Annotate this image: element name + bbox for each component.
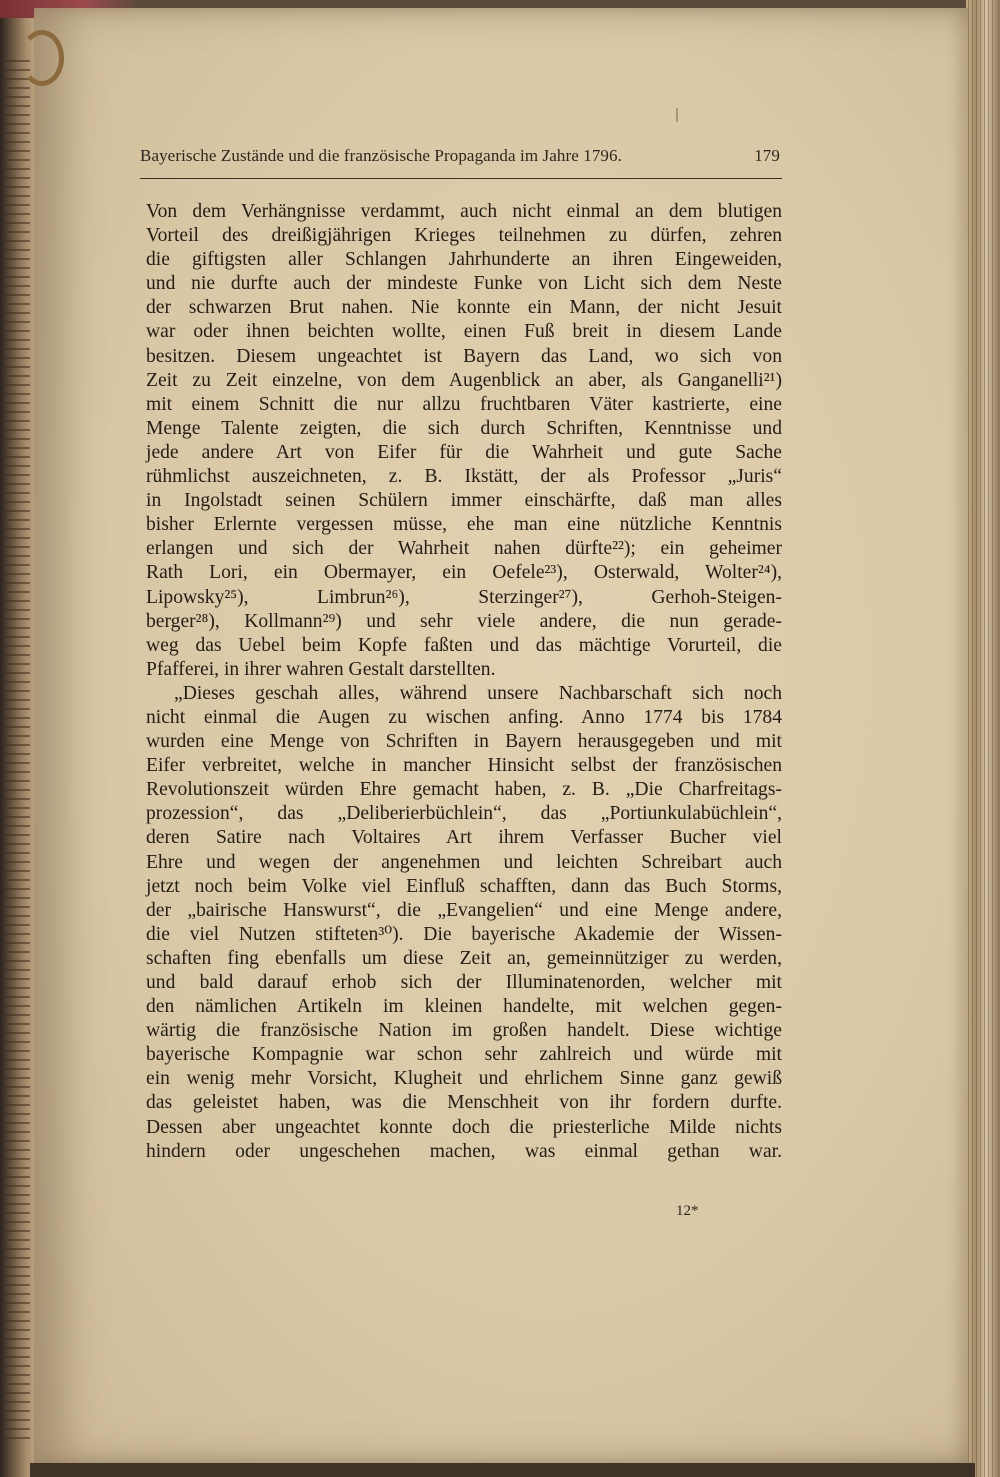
text-line: jetzt noch beim Volke viel Einfluß schafften, dann das Buch Storms, [146, 875, 782, 897]
text-line: schaften fing ebenfalls um diese Zeit an, gemeinnütziger zu werden, [146, 947, 782, 969]
running-header [140, 146, 780, 166]
text-line: in Ingolstadt seinen Schülern immer einschärfte, daß man alles [146, 490, 782, 512]
text-line: bayerische Kompagnie war schon sehr zahlreich und würde mit [146, 1044, 782, 1066]
paragraph-start-line: „Dieses geschah alles, während unsere Nachbarschaft sich noch [174, 682, 782, 704]
page-number: 179 [754, 146, 780, 165]
running-title: Bayerische Zustände und die französische Propaganda im Jahre 1796. [140, 146, 622, 165]
text-line: wärtig die französische Nation im großen handelt. Diese wichtige [146, 1020, 782, 1042]
text-line: Eifer verbreitet, welche in mancher Hinsicht selbst der französischen [146, 755, 782, 777]
text-line: der „bairische Hanswurst“, die „Evangelien“ und eine Menge andere, [146, 899, 782, 921]
text-line: Von dem Verhängnisse verdammt, auch nicht einmal an dem blutigen [146, 201, 782, 222]
text-line: Rath Lori, ein Obermayer, ein Oefele²³), Osterwald, Wolter²⁴), [146, 562, 782, 584]
text-line: Ehre und wegen der angenehmen und leichten Schreibart auch [146, 851, 782, 873]
header-rule [140, 178, 782, 179]
text-line: war oder ihnen beichten wollte, einen Fuß breit in diesem Lande [146, 321, 782, 343]
text-line: besitzen. Diesem ungeachtet ist Bayern das Land, wo sich von [146, 345, 782, 367]
text-line: nicht einmal die Augen zu wischen anfing. Anno 1774 bis 1784 [146, 706, 782, 728]
paragraph-end-line: Pfafferei, in ihrer wahren Gestalt darstellten. [146, 658, 496, 680]
page-stack-lines [968, 0, 996, 1477]
scan-bottom-border [30, 1463, 975, 1477]
text-line: den nämlichen Artikeln im kleinen handelte, mit welchen gegen- [146, 996, 782, 1018]
text-line: das geleistet haben, was die Menschheit von ihr fordern durfte. [146, 1092, 782, 1114]
text-line: die viel Nutzen stifteten³⁰). Die bayerische Akademie der Wissen- [146, 923, 782, 945]
text-line: Lipowsky²⁵), Limbrun²⁶), Sterzinger²⁷), Gerhoh-Steigen- [146, 586, 782, 608]
text-line: wurden eine Menge von Schriften in Bayern herausgegeben und mit [146, 731, 782, 753]
text-line: ein wenig mehr Vorsicht, Klugheit und ehrlichem Sinne ganz gewiß [146, 1068, 782, 1090]
text-line: die giftigsten aller Schlangen Jahrhunderte an ihren Eingeweiden, [146, 249, 782, 271]
adjacent-page-edges [4, 60, 30, 1440]
text-line: Menge Talente zeigten, die sich durch Schriften, Kenntnisse und [146, 417, 782, 439]
signature-mark: 12* [676, 1203, 699, 1219]
text-line: prozession“, das „Deliberierbüchlein“, das „Portiunkulabüchlein“, [146, 803, 782, 825]
text-line: Vorteil des dreißigjährigen Krieges teilnehmen zu dürfen, zehren [146, 225, 782, 247]
binding-ring [20, 30, 64, 86]
text-line: weg das Uebel beim Kopfe faßten und das mächtige Vorurteil, die [146, 634, 782, 656]
text-line: der schwarzen Brut nahen. Nie konnte ein Mann, der nicht Jesuit [146, 297, 782, 319]
text-line: mit einem Schnitt die nur allzu fruchtbaren Väter kastrierte, eine [146, 393, 782, 415]
text-line: jede andere Art von Eifer für die Wahrheit und gute Sache [146, 441, 782, 463]
text-line: Revolutionszeit würden Ehre gemacht haben, z. B. „Die Charfreitags- [146, 779, 782, 801]
body-text [146, 200, 782, 1164]
text-line: hindern oder ungeschehen machen, was einmal gethan war. [146, 1140, 782, 1162]
text-line: bisher Erlernte vergessen müsse, ehe man eine nützliche Kenntnis [146, 514, 782, 536]
text-line: und bald darauf erhob sich der Illuminatenorden, welcher mit [146, 972, 782, 993]
book-spine-left [0, 0, 38, 1477]
text-line: erlangen und sich der Wahrheit nahen dürfte²²); ein geheimer [146, 538, 782, 560]
text-line: rühmlichst auszeichneten, z. B. Ikstätt, der als Professor „Juris“ [146, 466, 782, 488]
page-stack-right [966, 0, 1000, 1477]
text-line: und nie durfte auch der mindeste Funke von Licht sich dem Neste [146, 273, 782, 295]
text-line: Zeit zu Zeit einzelne, von dem Augenblick an aber, als Ganganelli²¹) [146, 369, 782, 391]
paper-speck [676, 108, 678, 122]
text-line: Dessen aber ungeachtet konnte doch die priesterliche Milde nichts [146, 1116, 782, 1138]
text-line: deren Satire nach Voltaires Art ihrem Verfasser Bucher viel [146, 827, 782, 849]
text-line: berger²⁸), Kollmann²⁹) und sehr viele andere, die nun gerade- [146, 610, 782, 632]
